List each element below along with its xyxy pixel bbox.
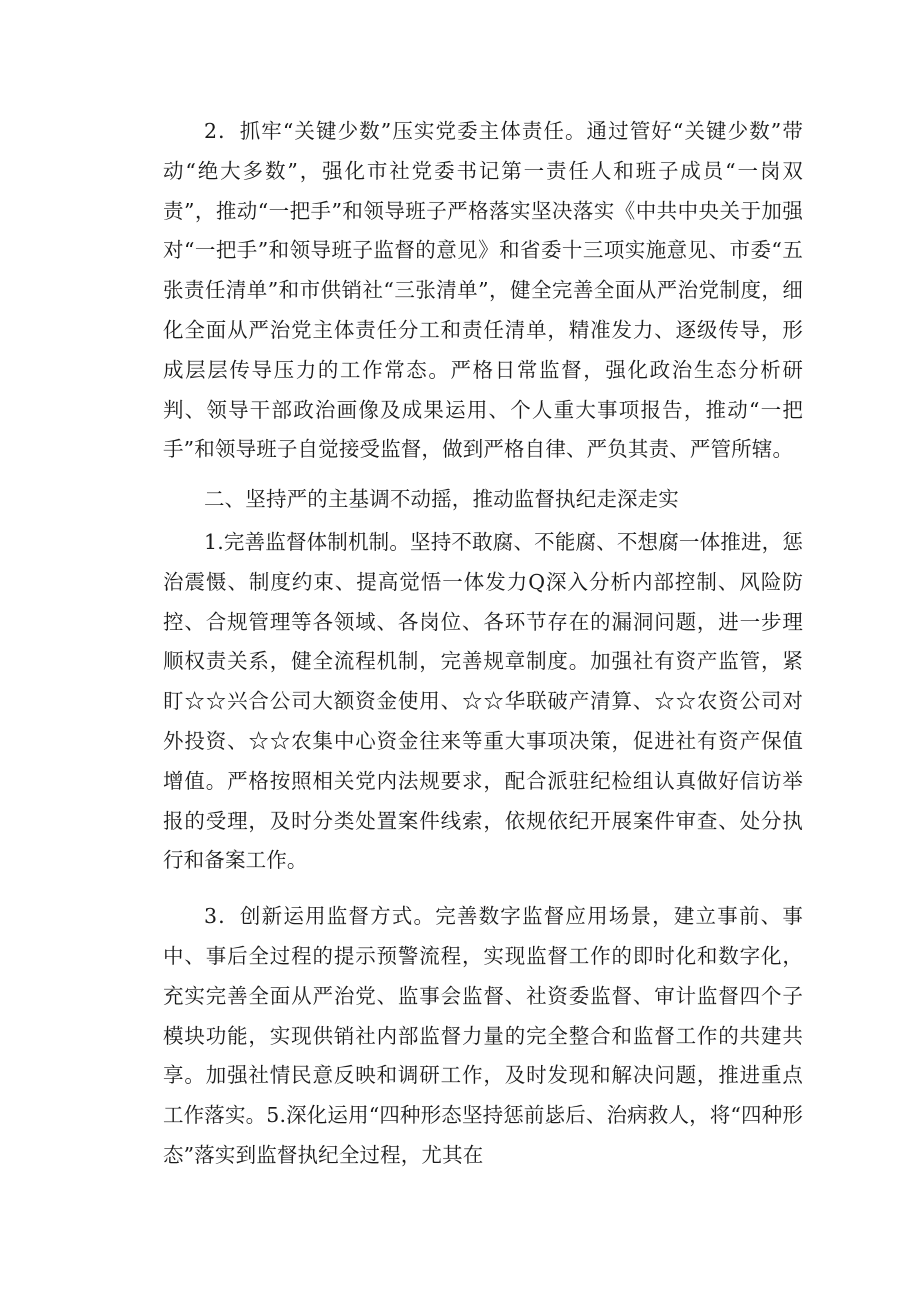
paragraph-supervision-methods: 3．创新运用监督方式。完善数字监督应用场景，建立事前、事中、事后全过程的提示预警流程，实现监督工作的即时化和数字化，充实完善全面从严治党、监事会监督、社资委监督、审计监督四个子模块功能，实现供销社内部监督力量的完全整合和监督工作的共建共享。加强社情民意反映和调研工作，及时发现和解决问题，推进重点工作落实。5.深化运用“四种形态坚持惩前毖后、治病救人，将“四种形态”落实到监督执纪全过程，尤其在 [163,904,803,1167]
paragraph-supervision-mechanism: 1.完善监督体制机制。坚持不敢腐、不能腐、不想腐一体推进，惩治震慑、制度约束、提高觉悟一体发力Q深入分析内部控制、风险防控、合规管理等各领域、各岗位、各环节存在的漏洞问题，进一步理顺权责关系，健全流程机制，完善规章制度。加强社有资产监管，紧盯☆☆兴合公司大额资金使用、☆☆华联破产清算、☆☆农资公司对外投资、☆☆农集中心资金往来等重大事项决策，促进社有资产保值增值。严格按照相关党内法规要求，配合派驻纪检组认真做好信访举报的受理，及时分类处置案件线索，依规依纪开展案件审查、处分执行和备案工作。 [163,529,803,873]
paragraph-key-minority: 2．抓牢“关键少数”压实党委主体责任。通过管好“关键少数”带动“绝大多数”，强化市社党委书记第一责任人和班子成员“一岗双责”，推动“一把手”和领导班子严格落实坚决落实《中共中央关于加强对“一把手”和领导班子监督的意见》和省委十三项实施意见、市委“五张责任清单”和市供销社“三张清单”，健全完善全面从严治党制度，细化全面从严治党主体责任分工和责任清单，精准发力、逐级传导，形成层层传导压力的工作常态。严格日常监督，强化政治生态分析研判、领导干部政治画像及成果运用、个人重大事项报告，推动“一把手”和领导班子自觉接受监督，做到严格自律、严负其责、严管所辖。 [163,119,803,462]
document-page [163,112,803,1176]
section-heading: 二、坚持严的主基调不动摇，推动监督执纪走深走实 [204,487,679,512]
